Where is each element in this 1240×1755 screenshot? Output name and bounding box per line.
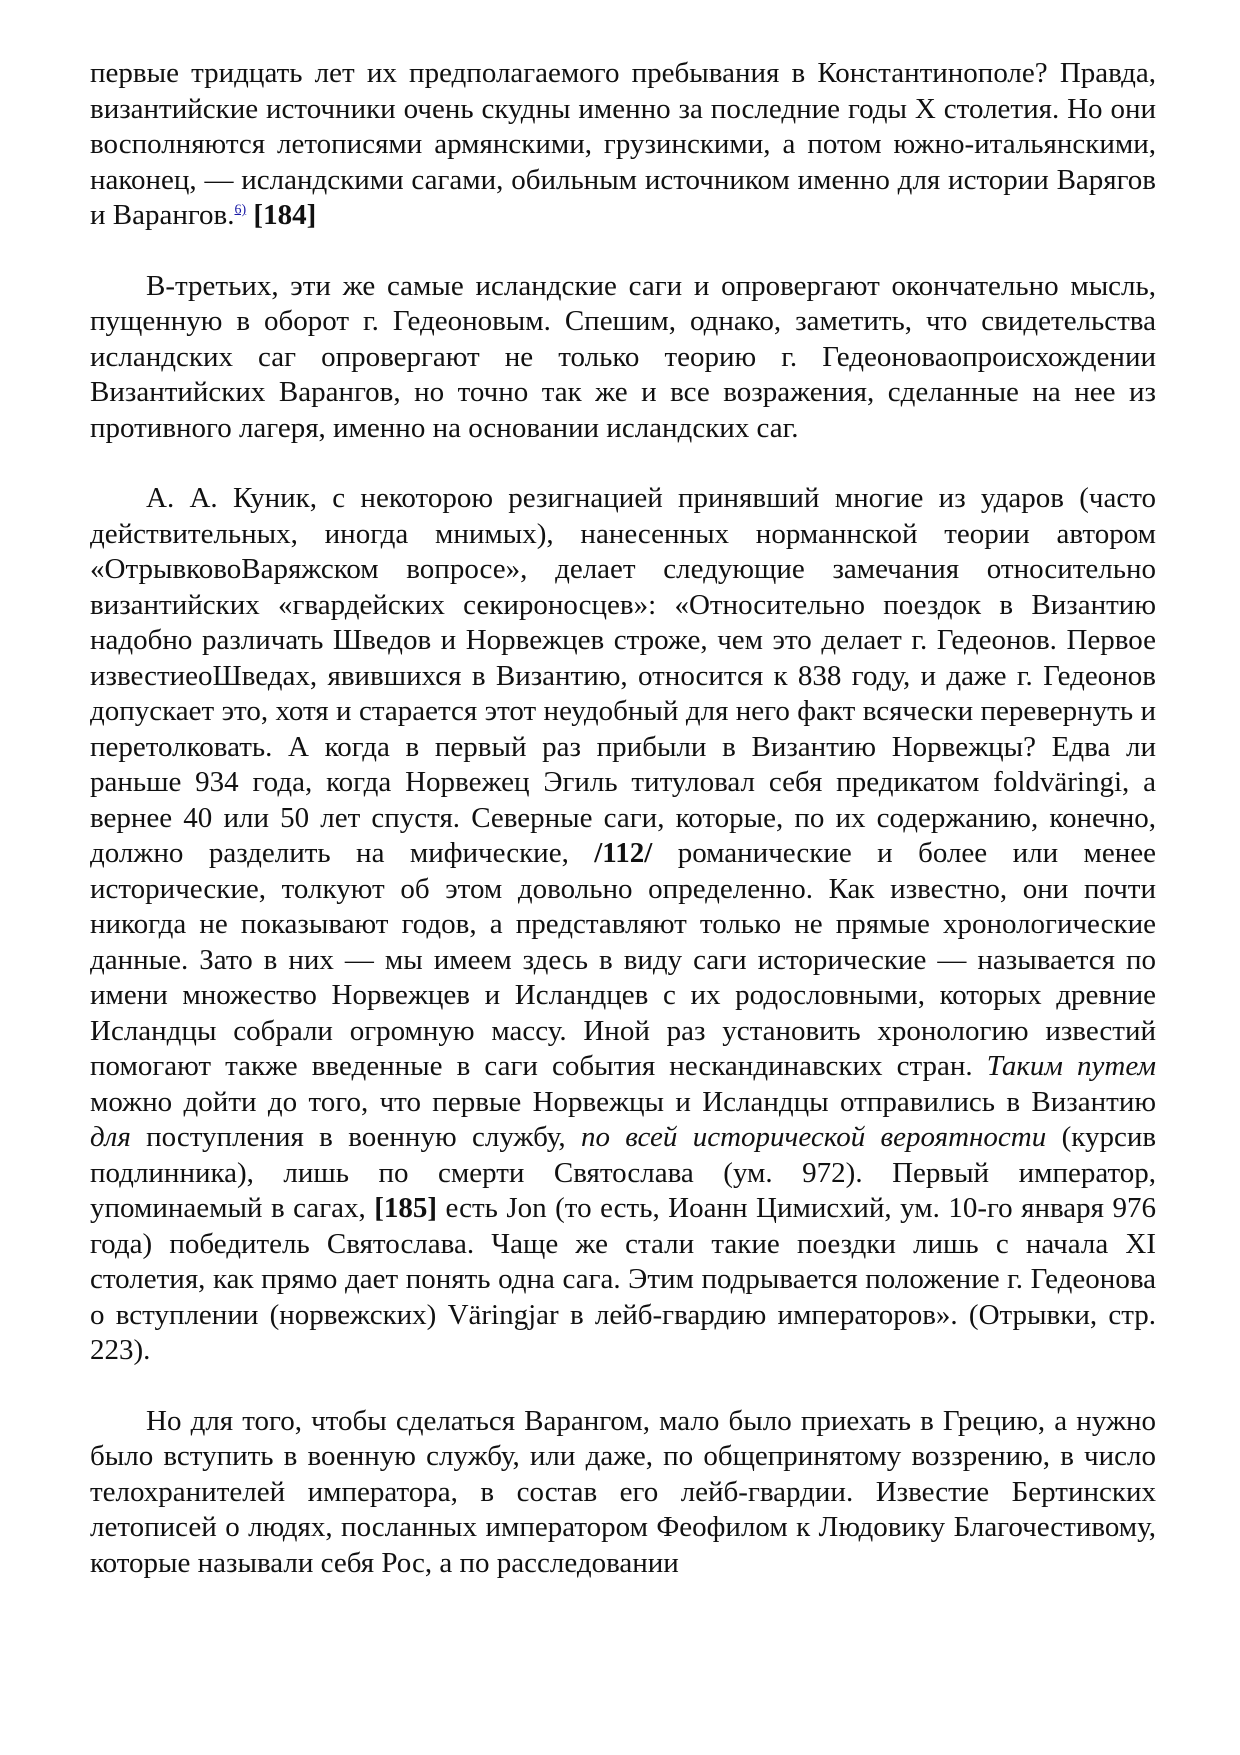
paragraph-3-text-part5: (курсив подлинника), лишь по смерти Святослава (ум. 972). Первый император, упоминаемый в сагах, — [90, 1121, 1157, 1224]
paragraph-1 — [90, 56, 1156, 234]
paragraph-2-text: В-третьих, эти же самые исландские саги и опровергают окончательно мысль, пущенную в оборот г. Гедеоновым. Спешим, однако, заметить, что свидетельства исландских саг опровергают не только теорию г. Гедеоноваопроисхождении Византийских Варангов, но точно так же и все возражения, сделанные на нее из противного лагеря, именно на основании исландских саг. — [90, 269, 1156, 444]
italic-phrase-3: по всей исторической вероятности — [580, 1121, 1047, 1153]
paragraph-4 — [90, 1404, 1156, 1582]
paragraph-3 — [90, 481, 1156, 1369]
footnote-link[interactable]: 6) — [234, 202, 247, 218]
paragraph-4-text: Но для того, чтобы сделаться Варангом, мало было приехать в Грецию, а нужно было вступить в военную службу, или даже, по общепринятому воззрению, в число телохранителей императора, в состав его лейб-гвардии. Известие Бертинских летописей о людях, посланных императором Феофилом к Людовику Благочестивому, которые называли себя Рос, а по расследовании — [90, 1404, 1156, 1579]
paragraph-3-text-part4: поступления в военную службу, — [146, 1121, 566, 1153]
document-page — [90, 56, 1156, 1616]
italic-phrase-2: для — [90, 1121, 131, 1153]
page-marker-185: [185] — [374, 1192, 438, 1224]
paragraph-3-text-part2: романические и более или менее исторические, толкуют об этом довольно определенно. Как известно, они почти никогда не показывают годов, а представляют только не прямые хронологические данные. Зато в них — мы имеем здесь в виду саги исторические — называется по имени множество Норвежцев и Исландцев с их родословными, которых древние Исландцы собрали огромную массу. Иной раз установить хронологию известий помогают также введенные в саги события нескандинавских стран. — [90, 837, 1157, 1082]
page-marker-112: /112/ — [594, 837, 653, 869]
page-marker-184: [184] — [253, 199, 317, 231]
paragraph-1-text: первые тридцать лет их предполагаемого пребывания в Константинополе? Правда, византийские источники очень скудны именно за последние годы X столетия. Но они восполняются летописями армянскими, грузинскими, а потом южно-итальянскими, наконец, — исландскими сагами, обильным источником именно для истории Варягов и Варангов. — [90, 57, 1156, 231]
paragraph-3-text-part6: есть Jon (то есть, Иоанн Цимисхий, ум. 10-го января 976 года) победитель Святослава. Чаще же стали такие поездки лишь с начала XI столетия, как прямо дает понять одна сага. Этим подрывается положение г. Гедеонова о вступлении (норвежских) Väringjar в лейб-гвардию императоров». (Отрывки, стр. 223). — [90, 1192, 1156, 1366]
paragraph-3-text-part3: можно дойти до того, что первые Норвежцы и Исландцы отправились в Византию — [90, 1085, 1156, 1118]
paragraph-3-text-part1: А. А. Куник, с некоторою резигнацией принявший многие из ударов (часто действительных, иногда мнимых), нанесенных норманнской теории автором «ОтрывковоВаряжском вопросе», делает следующие замечания относительно византийских «гвардейских секироносцев»: «Относительно поездок в Византию надобно различать Шведов и Норвежцев строже, чем это делает г. Гедеонов. Первое известиеоШведах, явившихся в Византию, относится к 838 году, и даже г. Гедеонов допускает это, хотя и старается этот неудобный для него факт всячески перевернуть и перетолковать. А когда в первый раз прибыли в Византию Норвежцы? Едва ли раньше 934 года, когда Норвежец Эгиль титуловал себя предикатом foldväringi, а вернее 40 или 50 лет спустя. Северные саги, которые, по их содержанию, конечно, должно разделить на мифические, — [90, 482, 1156, 869]
paragraph-2 — [90, 269, 1156, 447]
italic-phrase-1: Таким путем — [986, 1050, 1157, 1082]
